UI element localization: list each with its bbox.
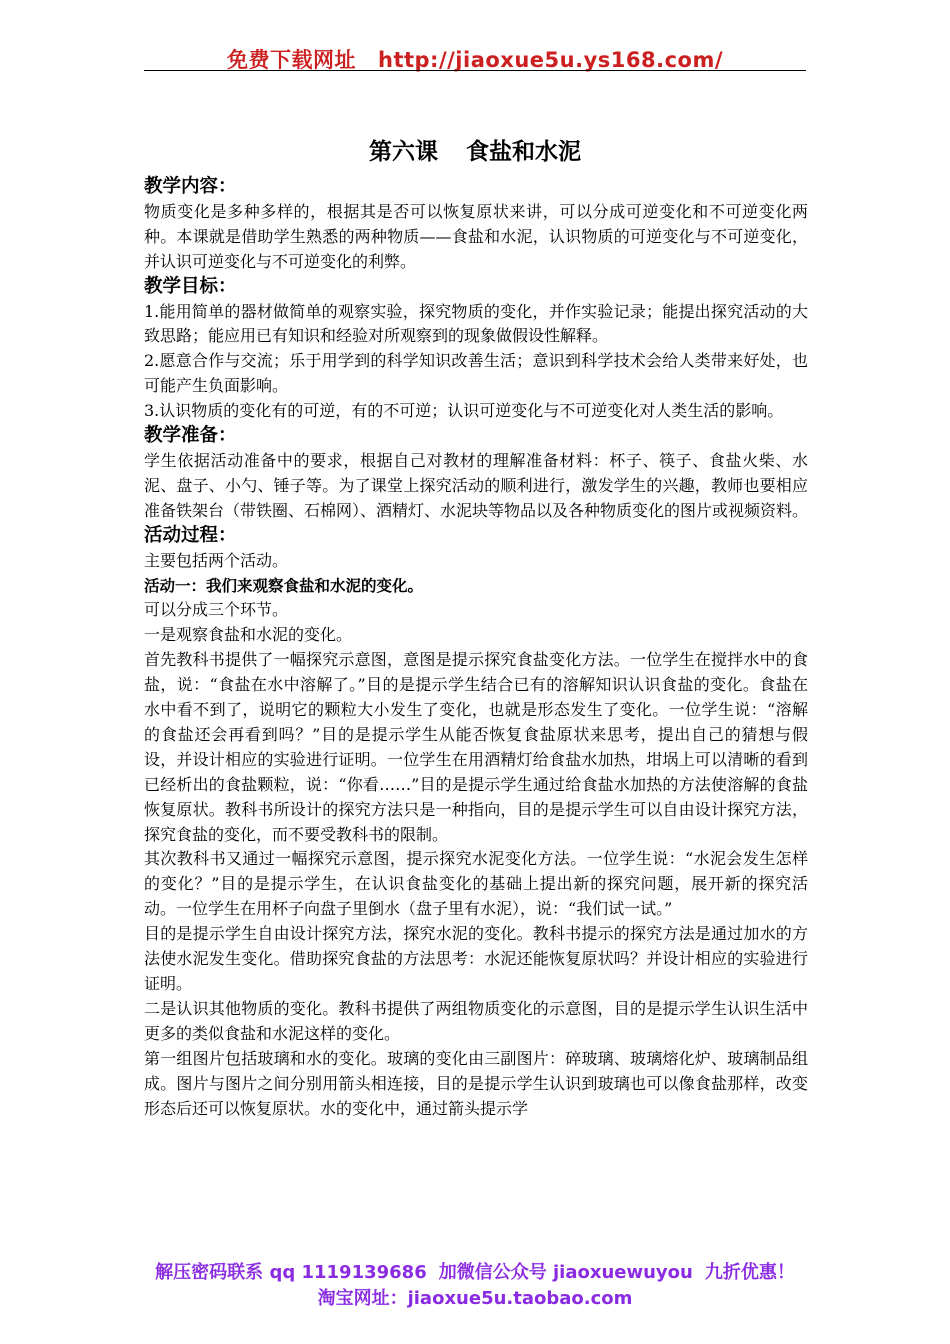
goal-item-3: 3.认识物质的变化有的可逆，有的不可逆；认识可逆变化与不可逆变化对人类生活的影响。 (144, 401, 784, 421)
footer-qq-contact: 解压密码联系 qq 1119139686 (155, 1262, 427, 1283)
activity-one-heading: 活动一：我们来观察食盐和水泥的变化。 (144, 576, 424, 595)
section-heading-process: 活动过程： (144, 524, 237, 546)
process-paragraph-4: 其次教科书又通过一幅探究示意图，提示探究水泥变化方法。一位学生说：“水泥会发生怎样的变化？”目的是提示学生，在认识食盐变化的基础上提出新的探究问题，展开新的探究活动。一位学生在用杯子向盘子里倒水（盘子里有水泥），说：“我们试一试。” (144, 849, 808, 919)
section-heading-goals: 教学目标： (144, 275, 237, 297)
process-paragraph-6: 二是认识其他物质的变化。教科书提供了两组物质变化的示意图，目的是提示学生认识生活中更多的类似食盐和水泥这样的变化。 (144, 998, 808, 1043)
footer-taobao-link[interactable]: 淘宝网址：jiaoxue5u.taobao.com (317, 1288, 633, 1309)
goal-item-1: 1.能用简单的器材做简单的观察实验，探究物质的变化，并作实验记录；能提出探究活动的大致思路；能应用已有知识和经验对所观察到的现象做假设性解释。 (144, 301, 808, 346)
header-divider (144, 70, 806, 71)
lesson-number: 第六课 (369, 138, 438, 165)
document-body (144, 175, 808, 1121)
footer-discount: 九折优惠！ (704, 1262, 795, 1283)
process-paragraph-7: 第一组图片包括玻璃和水的变化。玻璃的变化由三副图片：碎玻璃、玻璃熔化炉、玻璃制品组成。图片与图片之间分别用箭头相连接，目的是提示学生认识到玻璃也可以像食盐那样，改变形态后还可以恢复原状。水的变化中，通过箭头提示学 (144, 1048, 808, 1118)
process-paragraph-5: 目的是提示学生自由设计探究方法，探究水泥的变化。教科书提示的探究方法是通过加水的方法使水泥发生变化。借助探究食盐的方法思考：水泥还能恢复原状吗？并设计相应的实验进行证明。 (144, 924, 808, 993)
process-paragraph-2: 一是观察食盐和水泥的变化。 (144, 625, 353, 645)
header-url[interactable]: http://jiaoxue5u.ys168.com/ (378, 48, 723, 72)
footer-wechat: 加微信公众号 jiaoxuewuyou (438, 1262, 693, 1283)
page-title (0, 133, 950, 166)
process-paragraph-1: 可以分成三个环节。 (144, 600, 289, 620)
goal-item-2: 2.愿意合作与交流；乐于用学到的科学知识改善生活；意识到科学技术会给人类带来好处，也可能产生负面影响。 (144, 351, 808, 396)
lesson-topic: 食盐和水泥 (466, 138, 581, 165)
prep-paragraph: 学生依据活动准备中的要求，根据自己对教材的理解准备材料：杯子、筷子、食盐火柴、水泥、盘子、小勺、锤子等。为了课堂上探究活动的顺利进行，激发学生的兴趣，教师也要相应准备铁架台（带铁圈、石棉网）、酒精灯、水泥块等物品以及各种物质变化的图片或视频资料。 (144, 450, 809, 520)
process-paragraph-3: 首先教科书提供了一幅探究示意图，意图是提示探究食盐变化方法。一位学生在搅拌水中的食盐，说：“食盐在水中溶解了。”目的是提示学生结合已有的溶解知识认识食盐的变化。食盐在水中看不到了，说明它的颗粒大小发生了变化，也就是形态发生了变化。一位学生说：“溶解的食盐还会再看到吗？”目的是提示学生从能否恢复食盐原状来思考，提出自己的猜想与假设，并设计相应的实验进行证明。一位学生在用酒精灯给食盐水加热，坩埚上可以清晰的看到已经析出的食盐颗粒，说：“你看……”目的是提示学生通过给食盐水加热的方法使溶解的食盐恢复原状。教科书所设计的探究方法只是一种指向，目的是提示学生可以自由设计探究方法，探究食盐的变化，而不要受教科书的限制。 (144, 650, 808, 844)
content-paragraph: 物质变化是多种多样的，根据其是否可以恢复原状来讲，可以分成可逆变化和不可逆变化两种。本课就是借助学生熟悉的两种物质——食盐和水泥，认识物质的可逆变化与不可逆变化，并认识可逆变化与不可逆变化的利弊。 (144, 201, 808, 271)
process-intro: 主要包括两个活动。 (144, 550, 289, 570)
header-label: 免费下载网址 (227, 48, 356, 72)
section-heading-prep: 教学准备： (144, 425, 237, 447)
section-heading-content: 教学内容： (144, 176, 237, 197)
footer-contact-line (0, 1258, 950, 1284)
